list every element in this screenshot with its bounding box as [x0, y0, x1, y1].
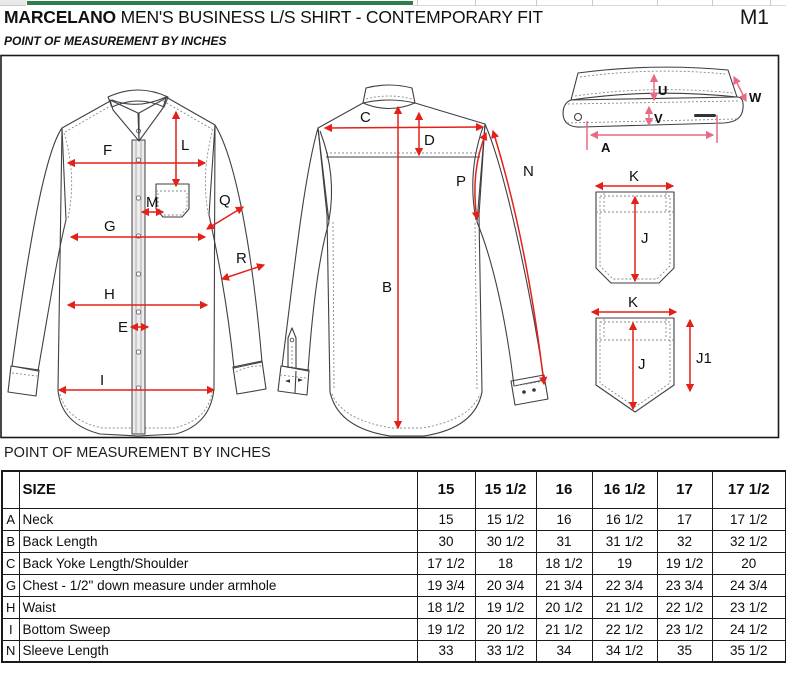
document-title: MEN'S BUSINESS L/S SHIRT - CONTEMPORARY FIT: [115, 7, 543, 27]
pom-value: 35 1/2: [712, 640, 786, 662]
size-col-header: 17 1/2: [712, 471, 786, 508]
pom-code: C: [2, 552, 19, 574]
gridline-tick: [475, 0, 476, 6]
pom-value: 30: [417, 530, 475, 552]
corner-cell: [0, 0, 26, 6]
pom-code: I: [2, 618, 19, 640]
pom-name: Neck: [19, 508, 417, 530]
pocket-detail-v: [596, 318, 674, 412]
pom-value: 17 1/2: [417, 552, 475, 574]
page-code: M1: [739, 6, 769, 29]
pom-code: H: [2, 596, 19, 618]
label-J2: J: [638, 356, 646, 373]
gridline-tick: [770, 0, 771, 6]
pom-value: 31: [536, 530, 592, 552]
green-accent-bar: [27, 1, 413, 5]
pom-value: 23 1/2: [657, 618, 712, 640]
label-G: G: [104, 218, 116, 235]
pom-value: 23 1/2: [712, 596, 786, 618]
pom-value: 17: [657, 508, 712, 530]
table-row: [2, 574, 786, 596]
pom-value: 33: [417, 640, 475, 662]
label-H: H: [104, 286, 115, 303]
label-Q: Q: [219, 192, 231, 209]
pom-value: 23 3/4: [657, 574, 712, 596]
top-gridline-strip: [0, 0, 786, 6]
table-row: [2, 596, 786, 618]
pom-value: 35: [657, 640, 712, 662]
pom-value: 34: [536, 640, 592, 662]
size-col-header: 16: [536, 471, 592, 508]
pom-value: 21 1/2: [592, 596, 657, 618]
pom-value: 22 1/2: [657, 596, 712, 618]
label-J1-depth: J1: [696, 350, 712, 367]
size-col-header: 17: [657, 471, 712, 508]
measurement-table: [1, 470, 786, 663]
pom-name: Back Length: [19, 530, 417, 552]
pom-value: 20 3/4: [475, 574, 536, 596]
pom-value: 20 1/2: [536, 596, 592, 618]
pom-value: 18 1/2: [536, 552, 592, 574]
collar-buttonhole-slot: [694, 114, 716, 117]
gridline-tick: [536, 0, 537, 6]
pom-value: 16: [536, 508, 592, 530]
shirt-back-view: [278, 85, 548, 436]
pom-value: 21 1/2: [536, 618, 592, 640]
table-row: [2, 640, 786, 662]
label-J1: J: [641, 230, 649, 247]
shirt-front-view: [8, 90, 266, 436]
table-row: [2, 618, 786, 640]
label-A: A: [601, 140, 611, 155]
back-measure-arrows: [325, 107, 544, 428]
label-P: P: [456, 173, 467, 190]
measure-labels: [100, 83, 762, 389]
gridline-tick: [417, 0, 418, 6]
document-title-row: [4, 7, 782, 28]
table-row: [2, 530, 786, 552]
corner-header-cell: [2, 471, 19, 508]
pom-value: 33 1/2: [475, 640, 536, 662]
label-K2: K: [628, 294, 639, 311]
front-measure-arrows: [59, 112, 264, 390]
pom-value: 16 1/2: [592, 508, 657, 530]
pom-value: 22 3/4: [592, 574, 657, 596]
pom-value: 20: [712, 552, 786, 574]
label-E: E: [118, 319, 129, 336]
pom-value: 22 1/2: [592, 618, 657, 640]
pom-value: 19: [592, 552, 657, 574]
pom-value: 19 3/4: [417, 574, 475, 596]
pom-value: 32: [657, 530, 712, 552]
label-U: U: [658, 83, 668, 98]
pom-value: 34 1/2: [592, 640, 657, 662]
gridline-tick: [712, 0, 713, 6]
label-C: C: [360, 109, 371, 126]
pom-name: Bottom Sweep: [19, 618, 417, 640]
gridline: [413, 5, 786, 6]
pom-value: 19 1/2: [657, 552, 712, 574]
label-N: N: [523, 163, 534, 180]
pom-code: A: [2, 508, 19, 530]
measurement-diagram: [0, 54, 786, 444]
pom-value: 15 1/2: [475, 508, 536, 530]
pom-name: Sleeve Length: [19, 640, 417, 662]
pom-value: 18 1/2: [417, 596, 475, 618]
pom-value: 19 1/2: [417, 618, 475, 640]
table-caption: POINT OF MEASUREMENT BY INCHES: [4, 445, 271, 461]
pom-value: 32 1/2: [712, 530, 786, 552]
pom-value: 24 1/2: [712, 618, 786, 640]
table-row: [2, 508, 786, 530]
pom-code: G: [2, 574, 19, 596]
pom-name: Chest - 1/2" down measure under armhole: [19, 574, 417, 596]
pom-value: 24 3/4: [712, 574, 786, 596]
pom-code: B: [2, 530, 19, 552]
pom-value: 21 3/4: [536, 574, 592, 596]
gridline-tick: [657, 0, 658, 6]
brand-name: MARCELANO: [4, 7, 116, 27]
label-L: L: [181, 137, 190, 154]
table-header-row: [2, 471, 786, 508]
label-K1: K: [629, 168, 640, 185]
pom-name: Back Yoke Length/Shoulder: [19, 552, 417, 574]
pom-value: 31 1/2: [592, 530, 657, 552]
pom-code: N: [2, 640, 19, 662]
label-M: M: [146, 194, 159, 211]
gridline-tick: [592, 0, 593, 6]
label-W: W: [749, 90, 762, 105]
subtitle: POINT OF MEASUREMENT BY INCHES: [4, 34, 227, 48]
pom-value: 19 1/2: [475, 596, 536, 618]
pom-value: 20 1/2: [475, 618, 536, 640]
size-col-header: 15: [417, 471, 475, 508]
pocket-measure-arrows: [592, 186, 690, 409]
size-header: SIZE: [19, 471, 417, 508]
pom-value: 18: [475, 552, 536, 574]
table-row: [2, 552, 786, 574]
pom-name: Waist: [19, 596, 417, 618]
pom-value: 15: [417, 508, 475, 530]
label-B: B: [382, 279, 393, 296]
size-col-header: 16 1/2: [592, 471, 657, 508]
label-F: F: [103, 142, 113, 159]
pom-value: 30 1/2: [475, 530, 536, 552]
pom-value: 17 1/2: [712, 508, 786, 530]
label-V: V: [654, 111, 663, 126]
label-R: R: [236, 250, 247, 267]
collar-button-hole: [575, 114, 582, 121]
label-D: D: [424, 132, 435, 149]
size-col-header: 15 1/2: [475, 471, 536, 508]
label-I: I: [100, 372, 105, 389]
